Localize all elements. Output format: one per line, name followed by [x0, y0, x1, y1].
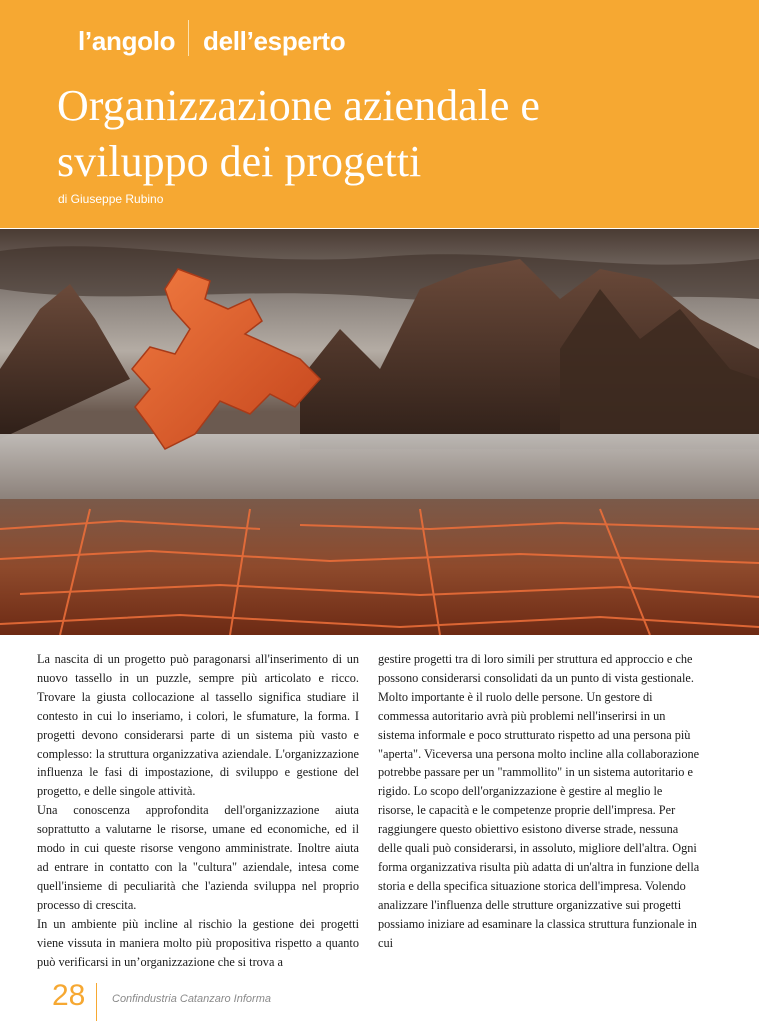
page-number: 28: [52, 979, 86, 1012]
article-title-line1: Organizzazione aziendale e: [57, 81, 540, 130]
body-paragraph: In un ambiente più incline al rischio la gestione dei progetti viene vissuta in maniera molto più propositiva rispetto a quanto può verificarsi in un’organizzazione che si trova a: [37, 916, 359, 969]
body-paragraph: Una conoscenza approfondita dell'organizzazione aiuta soprattutto a valutarne le risorse, umane ed economiche, ed il modo in cui queste risorse vengono amministrate. Inoltre aiuta ad entrare in contatto con la "cultura" aziendale, intesa come quell'insieme di peculiarità che l'azienda sviluppa nel proprio processo di crescita.: [37, 803, 359, 912]
section-tag-esperto: dell’esperto: [203, 26, 346, 56]
footer-divider: [96, 983, 97, 1021]
body-paragraph: gestire progetti tra di loro simili per struttura ed approccio e che possono considerarsi consolidati da un punto di vista gestionale.: [378, 652, 694, 685]
hero-puzzle-landscape-image: [0, 229, 759, 635]
body-paragraph: La nascita di un progetto può paragonarsi all'inserimento di un nuovo tassello in un puzzle, sempre più articolato e ricco. Trovare la giusta collocazione al tassello significa studiare il contesto in cui lo inseriamo, i colori, le sfumature, la forma. I progetti devono considerarsi parte di un sistema più vasto e complesso: la struttura organizzativa aziendale. L'organizzazione influenza le fasi di impostazione, di sviluppo e gestione del progetto, e delle singole attività.: [37, 652, 359, 799]
section-tag-divider: [188, 20, 189, 56]
publication-name: Confindustria Catanzaro Informa: [112, 993, 271, 1005]
byline: di Giuseppe Rubino: [58, 192, 164, 206]
body-paragraph: Molto importante è il ruolo delle persone. Un gestore di commessa autoritario avrà più problemi nell'inserirsi in un sistema informale e poco strutturato rispetto ad una persona più "aperta". Viceversa una persona molto incline alla collaborazione potrebbe passare per un "rammollito" in un sistema autoritario e rigido. Lo scopo dell'organizzazione è gestire al meglio le risorse, le capacità e le competenze proprie dell'impresa. Per raggiungere questo obiettivo esistono diverse strade, nessuna delle quali può considerarsi, in assoluto, migliore dell'altra. Ogni forma organizzativa risulta più adatta di un'altra in funzione della storia e della specifica situazione storica dell'impresa. Volendo analizzare l'influenza delle strutture organizzative sui progetti possiamo iniziare ad esaminare la classica struttura funzionale in cui: [378, 689, 700, 950]
article-title-line2: sviluppo dei progetti: [57, 137, 422, 186]
article-title: [57, 78, 737, 190]
header-band: [0, 0, 759, 228]
article-body-right-column: [378, 650, 700, 953]
article-body-left-column: [37, 650, 359, 971]
section-tag-angolo: l’angolo: [78, 26, 176, 56]
